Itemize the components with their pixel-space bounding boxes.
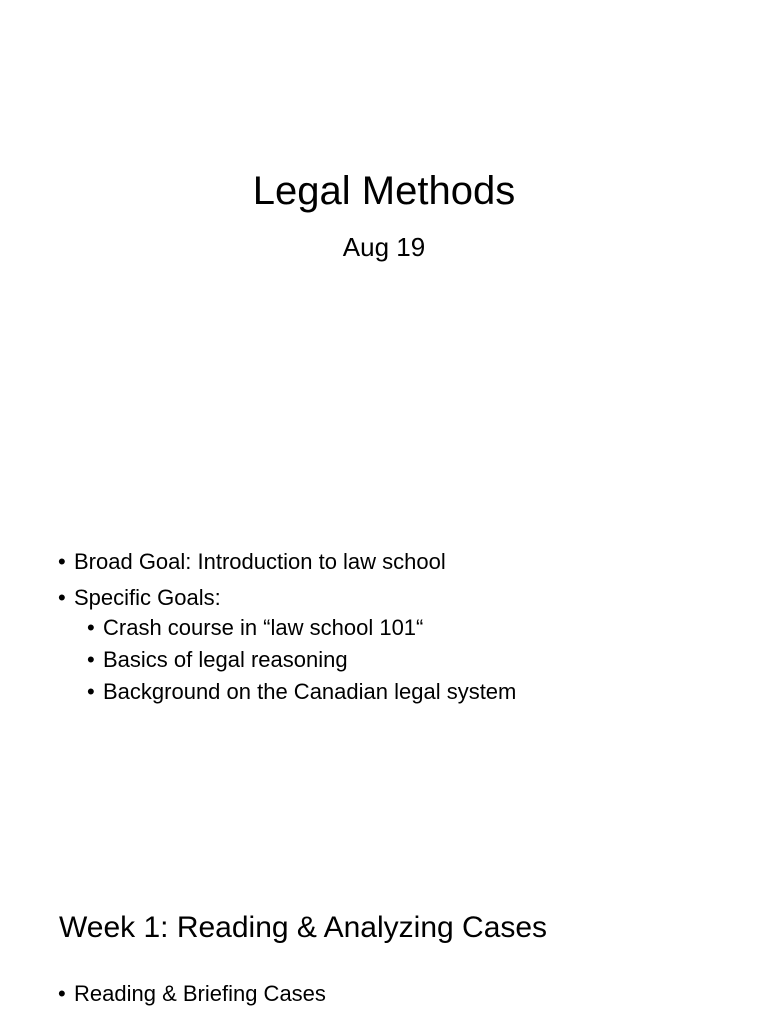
week1-bullet: • Reading & Briefing Cases: [58, 980, 326, 1008]
slide-subtitle: Aug 19: [342, 232, 426, 262]
goal-bullet-broad: • Broad Goal: Introduction to law school: [58, 548, 516, 576]
cropped-next-bullet: [60, 1018, 440, 1024]
goals-list: [58, 548, 516, 714]
goal-bullet-specific: [58, 584, 516, 706]
specific-goal-item: • Background on the Canadian legal system: [87, 678, 516, 706]
goals-slide: [0, 430, 768, 860]
slide-title: Legal Methods: [252, 169, 516, 213]
specific-goal-item: • Crash course in “law school 101“: [87, 614, 516, 642]
goal-bullet-specific-label: Specific Goals:: [74, 585, 221, 610]
week-heading: Week 1: Reading & Analyzing Cases: [59, 911, 548, 944]
title-slide: [0, 0, 768, 430]
specific-goals-list: [87, 614, 516, 706]
specific-goal-item: • Basics of legal reasoning: [87, 646, 516, 674]
week1-list: [58, 980, 326, 1016]
week1-slide: [0, 860, 768, 1024]
